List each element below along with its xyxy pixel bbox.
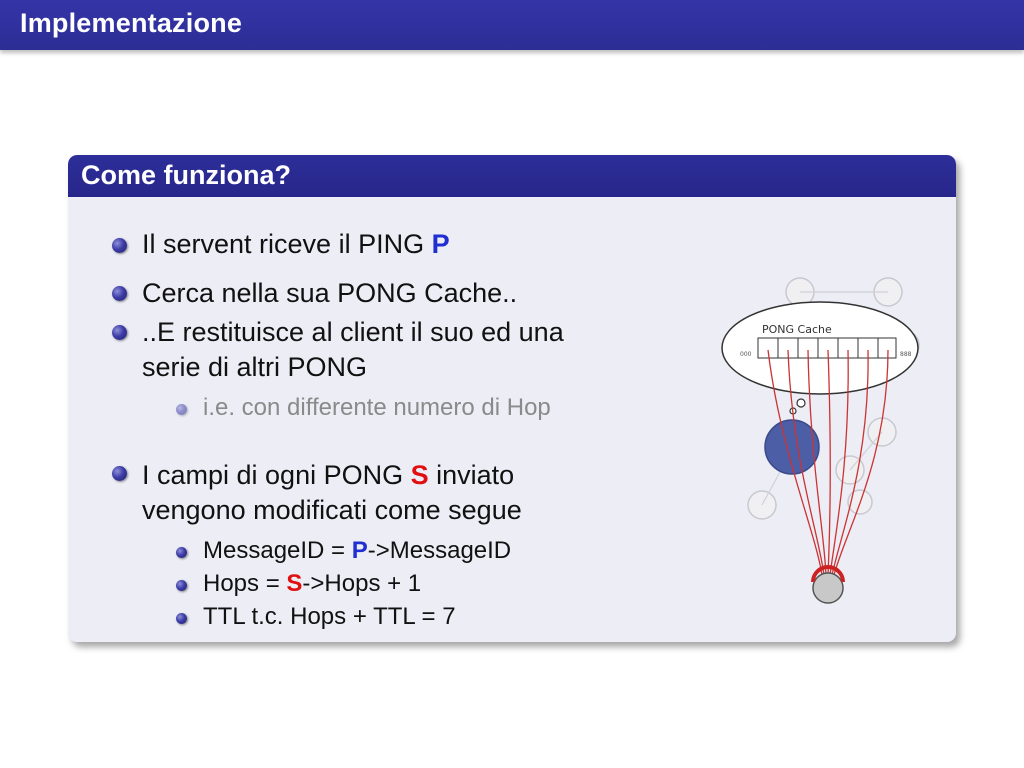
bullet-icon [112,238,127,253]
client-node [813,573,843,603]
cache-right-label: 888 [900,351,912,358]
bullet-4-line1 [142,458,514,492]
pong-cache-diagram [720,270,930,610]
bullet-3-line2: serie di altri PONG [142,352,368,382]
sub-2-label: Hops = [203,570,287,597]
frame-title-bar [0,0,1024,50]
var-p: P [351,537,368,564]
sub-bullet-icon [176,547,187,558]
bullet-3-sub: i.e. con differente numero di Hop [203,394,551,421]
block-title: Come funziona? [81,160,291,190]
sub-bullet-icon [176,404,187,415]
cache-left-label: 000 [740,351,752,358]
block-header [68,155,956,197]
bullet-icon [112,325,127,340]
cache-slots [758,338,896,358]
sub-bullet-icon [176,580,187,591]
bullet-3-line1: ..E restituisce al client il suo ed una [142,317,564,347]
var-s: S [410,460,429,490]
sub-1-label-end: ->MessageID [367,537,512,564]
frame-title: Implementazione [20,8,243,38]
var-p: P [431,229,450,259]
bullet-2-text: Cerca nella sua PONG Cache.. [142,278,518,308]
bullet-4-label: I campi di ogni PONG [142,460,411,490]
bullet-icon [112,286,127,301]
bullet-4-label-end: inviato [428,460,515,490]
sub-bullet-3: TTL t.c. Hops + TTL = 7 [203,603,456,630]
bullet-1-text [142,227,450,261]
var-s: S [286,570,303,597]
cache-label: PONG Cache [762,323,832,336]
sub-bullet-1 [203,536,511,566]
bullet-icon [112,466,127,481]
sub-1-label: MessageID = [203,537,352,564]
sub-2-label-end: ->Hops + 1 [302,570,422,597]
bullet-4-line2: vengono modificati come segue [142,495,522,525]
bullet-1-label: Il servent riceve il PING [142,229,432,259]
sub-bullet-icon [176,613,187,624]
sub-bullet-2 [203,569,421,599]
